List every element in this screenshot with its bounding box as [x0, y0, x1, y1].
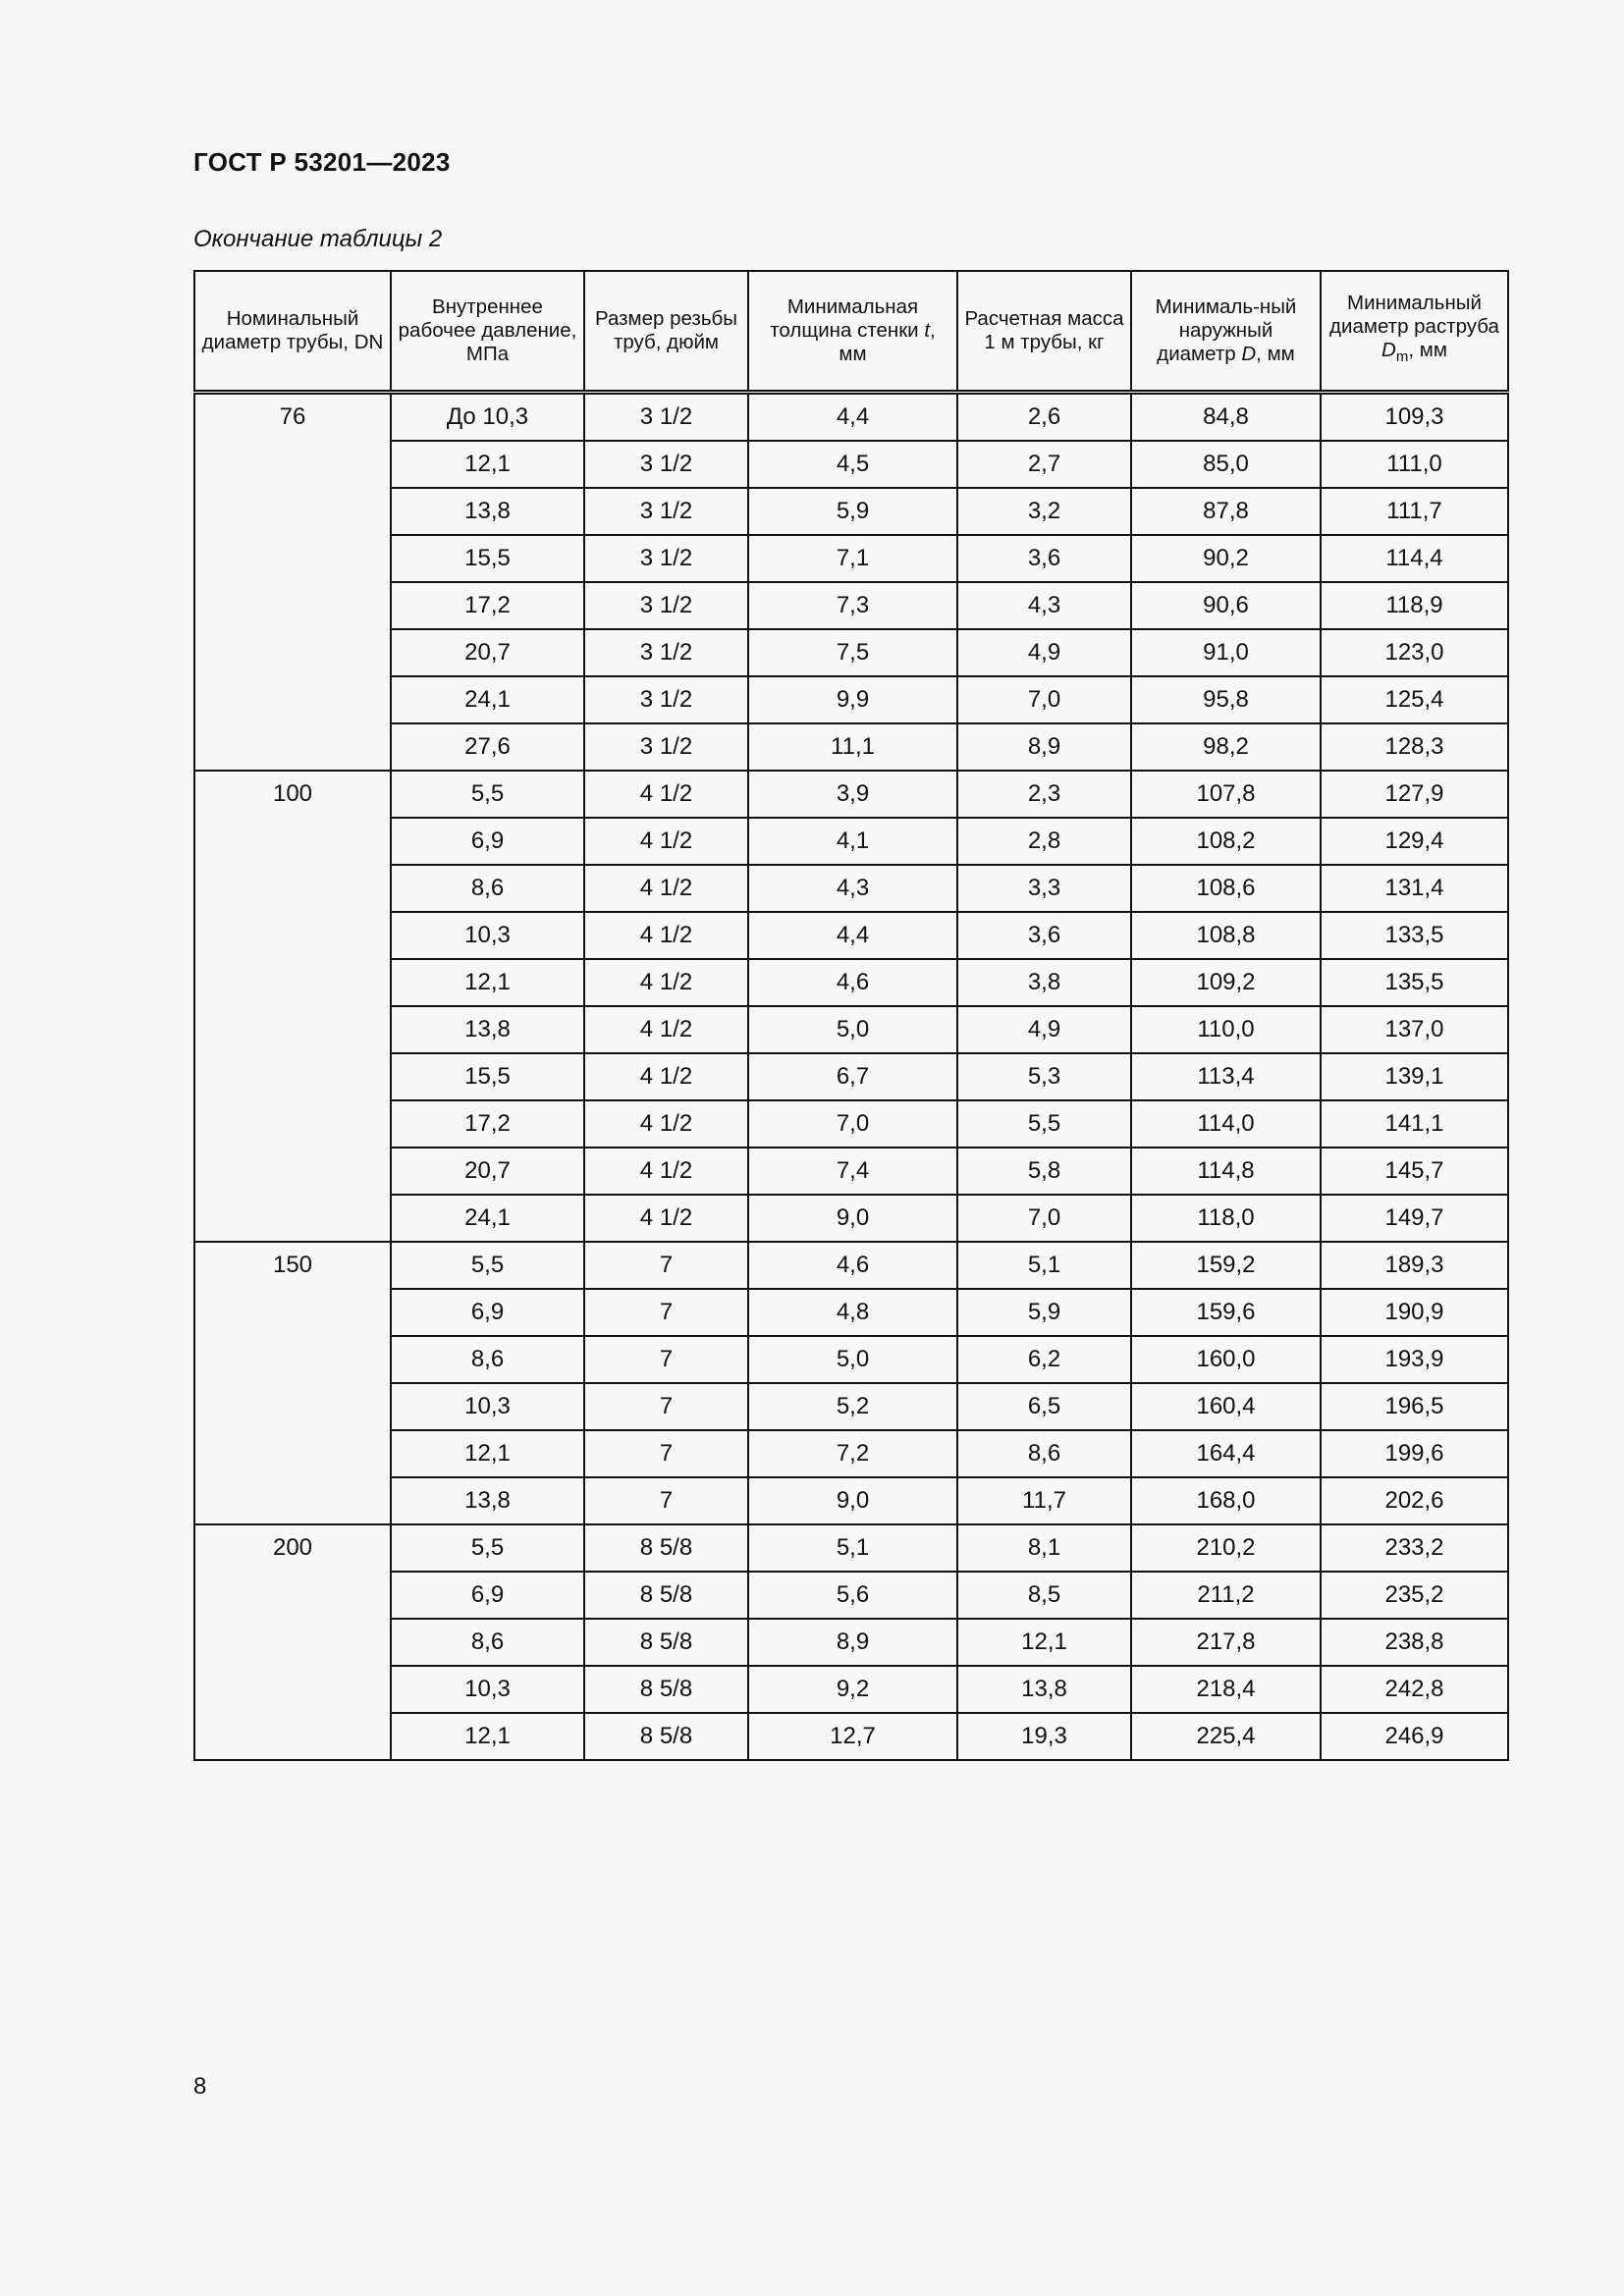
mass-cell: 3,8 — [957, 959, 1131, 1006]
outer-diameter-cell: 114,8 — [1131, 1148, 1321, 1195]
wall-thickness-cell: 5,2 — [748, 1383, 957, 1430]
mass-cell: 3,6 — [957, 912, 1131, 959]
table-row — [194, 1666, 1508, 1713]
outer-diameter-cell: 168,0 — [1131, 1477, 1321, 1524]
wall-thickness-cell: 12,7 — [748, 1713, 957, 1760]
socket-diameter-cell: 141,1 — [1321, 1100, 1508, 1148]
thread-cell: 7 — [584, 1477, 748, 1524]
pressure-cell: 10,3 — [391, 912, 584, 959]
wall-thickness-cell: 4,3 — [748, 865, 957, 912]
pressure-cell: 5,5 — [391, 1242, 584, 1289]
pressure-cell: 20,7 — [391, 629, 584, 676]
thread-cell: 8 5/8 — [584, 1619, 748, 1666]
pressure-cell: 10,3 — [391, 1666, 584, 1713]
mass-cell: 3,2 — [957, 488, 1131, 535]
header-outer-symbol: D — [1241, 343, 1257, 365]
header-socket-symbol: D — [1381, 339, 1396, 362]
mass-cell: 19,3 — [957, 1713, 1131, 1760]
outer-diameter-cell: 95,8 — [1131, 676, 1321, 723]
table-row — [194, 771, 1508, 818]
outer-diameter-cell: 107,8 — [1131, 771, 1321, 818]
socket-diameter-cell: 189,3 — [1321, 1242, 1508, 1289]
thread-cell: 4 1/2 — [584, 1053, 748, 1100]
mass-cell: 5,9 — [957, 1289, 1131, 1336]
pressure-cell: 13,8 — [391, 488, 584, 535]
outer-diameter-cell: 108,2 — [1131, 818, 1321, 865]
thread-cell: 4 1/2 — [584, 1195, 748, 1242]
wall-thickness-cell: 4,5 — [748, 441, 957, 488]
thread-cell: 3 1/2 — [584, 582, 748, 629]
socket-diameter-cell: 235,2 — [1321, 1572, 1508, 1619]
nominal-diameter-cell: 150 — [194, 1242, 391, 1524]
socket-diameter-cell: 133,5 — [1321, 912, 1508, 959]
table-row — [194, 912, 1508, 959]
pressure-cell: 5,5 — [391, 1524, 584, 1572]
thread-cell: 8 5/8 — [584, 1572, 748, 1619]
wall-thickness-cell: 4,4 — [748, 393, 957, 442]
thread-cell: 4 1/2 — [584, 865, 748, 912]
socket-diameter-cell: 145,7 — [1321, 1148, 1508, 1195]
outer-diameter-cell: 160,4 — [1131, 1383, 1321, 1430]
header-wall-unit: , мм — [839, 319, 936, 365]
table-row — [194, 1524, 1508, 1572]
mass-cell: 6,2 — [957, 1336, 1131, 1383]
pressure-cell: 20,7 — [391, 1148, 584, 1195]
wall-thickness-cell: 5,0 — [748, 1336, 957, 1383]
pressure-cell: 15,5 — [391, 1053, 584, 1100]
wall-thickness-cell: 11,1 — [748, 723, 957, 771]
pressure-cell: 12,1 — [391, 1713, 584, 1760]
wall-thickness-cell: 7,5 — [748, 629, 957, 676]
table-row — [194, 1713, 1508, 1760]
table-row — [194, 723, 1508, 771]
thread-cell: 4 1/2 — [584, 1100, 748, 1148]
pressure-cell: 12,1 — [391, 441, 584, 488]
thread-cell: 7 — [584, 1430, 748, 1477]
thread-cell: 8 5/8 — [584, 1713, 748, 1760]
socket-diameter-cell: 127,9 — [1321, 771, 1508, 818]
mass-cell: 3,3 — [957, 865, 1131, 912]
pressure-cell: 6,9 — [391, 1289, 584, 1336]
mass-cell: 7,0 — [957, 676, 1131, 723]
socket-diameter-cell: 125,4 — [1321, 676, 1508, 723]
outer-diameter-cell: 90,6 — [1131, 582, 1321, 629]
socket-diameter-cell: 135,5 — [1321, 959, 1508, 1006]
mass-cell: 2,7 — [957, 441, 1131, 488]
mass-cell: 8,5 — [957, 1572, 1131, 1619]
wall-thickness-cell: 5,6 — [748, 1572, 957, 1619]
nominal-diameter-cell: 100 — [194, 771, 391, 1242]
outer-diameter-cell: 210,2 — [1131, 1524, 1321, 1572]
thread-cell: 8 5/8 — [584, 1524, 748, 1572]
wall-thickness-cell: 9,0 — [748, 1195, 957, 1242]
socket-diameter-cell: 111,7 — [1321, 488, 1508, 535]
outer-diameter-cell: 85,0 — [1131, 441, 1321, 488]
mass-cell: 11,7 — [957, 1477, 1131, 1524]
thread-cell: 4 1/2 — [584, 1006, 748, 1053]
thread-cell: 3 1/2 — [584, 535, 748, 582]
pressure-cell: 17,2 — [391, 582, 584, 629]
mass-cell: 6,5 — [957, 1383, 1131, 1430]
header-outer-unit: , мм — [1256, 343, 1295, 365]
outer-diameter-cell: 159,6 — [1131, 1289, 1321, 1336]
wall-thickness-cell: 4,1 — [748, 818, 957, 865]
outer-diameter-cell: 159,2 — [1131, 1242, 1321, 1289]
document-code: ГОСТ Р 53201—2023 — [193, 147, 451, 177]
table-row — [194, 676, 1508, 723]
table-row — [194, 865, 1508, 912]
thread-cell: 4 1/2 — [584, 818, 748, 865]
mass-cell: 5,3 — [957, 1053, 1131, 1100]
thread-cell: 3 1/2 — [584, 488, 748, 535]
mass-cell: 8,6 — [957, 1430, 1131, 1477]
mass-cell: 8,1 — [957, 1524, 1131, 1572]
socket-diameter-cell: 111,0 — [1321, 441, 1508, 488]
mass-cell: 4,3 — [957, 582, 1131, 629]
socket-diameter-cell: 202,6 — [1321, 1477, 1508, 1524]
mass-cell: 2,3 — [957, 771, 1131, 818]
wall-thickness-cell: 4,4 — [748, 912, 957, 959]
outer-diameter-cell: 225,4 — [1131, 1713, 1321, 1760]
mass-cell: 3,6 — [957, 535, 1131, 582]
mass-cell: 2,8 — [957, 818, 1131, 865]
table-row — [194, 1006, 1508, 1053]
wall-thickness-cell: 5,9 — [748, 488, 957, 535]
socket-diameter-cell: 233,2 — [1321, 1524, 1508, 1572]
pressure-cell: 6,9 — [391, 818, 584, 865]
table-row — [194, 1336, 1508, 1383]
header-outer-diameter — [1131, 271, 1321, 393]
socket-diameter-cell: 190,9 — [1321, 1289, 1508, 1336]
outer-diameter-cell: 114,0 — [1131, 1100, 1321, 1148]
wall-thickness-cell: 7,2 — [748, 1430, 957, 1477]
thread-cell: 3 1/2 — [584, 676, 748, 723]
table-row — [194, 818, 1508, 865]
socket-diameter-cell: 109,3 — [1321, 393, 1508, 442]
pipe-dimensions-table — [193, 270, 1509, 1761]
pressure-cell: 12,1 — [391, 1430, 584, 1477]
table-row — [194, 535, 1508, 582]
table-row — [194, 1053, 1508, 1100]
wall-thickness-cell: 5,1 — [748, 1524, 957, 1572]
outer-diameter-cell: 160,0 — [1131, 1336, 1321, 1383]
outer-diameter-cell: 218,4 — [1131, 1666, 1321, 1713]
socket-diameter-cell: 193,9 — [1321, 1336, 1508, 1383]
outer-diameter-cell: 91,0 — [1131, 629, 1321, 676]
page-number: 8 — [193, 2073, 207, 2100]
outer-diameter-cell: 108,8 — [1131, 912, 1321, 959]
header-socket-text: Минимальный диаметр раструба — [1329, 292, 1499, 339]
wall-thickness-cell: 4,8 — [748, 1289, 957, 1336]
outer-diameter-cell: 108,6 — [1131, 865, 1321, 912]
socket-diameter-cell: 131,4 — [1321, 865, 1508, 912]
thread-cell: 4 1/2 — [584, 771, 748, 818]
mass-cell: 7,0 — [957, 1195, 1131, 1242]
wall-thickness-cell: 3,9 — [748, 771, 957, 818]
pressure-cell: 13,8 — [391, 1006, 584, 1053]
thread-cell: 4 1/2 — [584, 959, 748, 1006]
thread-cell: 7 — [584, 1383, 748, 1430]
header-nominal-diameter: Номинальный диаметр трубы, DN — [194, 271, 391, 393]
wall-thickness-cell: 8,9 — [748, 1619, 957, 1666]
pressure-cell: 17,2 — [391, 1100, 584, 1148]
header-socket-diameter — [1321, 271, 1508, 393]
table-row — [194, 1289, 1508, 1336]
table-row — [194, 1242, 1508, 1289]
socket-diameter-cell: 114,4 — [1321, 535, 1508, 582]
wall-thickness-cell: 9,0 — [748, 1477, 957, 1524]
mass-cell: 5,5 — [957, 1100, 1131, 1148]
socket-diameter-cell: 118,9 — [1321, 582, 1508, 629]
table-row — [194, 1383, 1508, 1430]
table-row — [194, 488, 1508, 535]
pressure-cell: 8,6 — [391, 865, 584, 912]
pressure-cell: 6,9 — [391, 1572, 584, 1619]
socket-diameter-cell: 238,8 — [1321, 1619, 1508, 1666]
table-row — [194, 582, 1508, 629]
mass-cell: 5,1 — [957, 1242, 1131, 1289]
thread-cell: 8 5/8 — [584, 1666, 748, 1713]
table-row — [194, 1477, 1508, 1524]
pressure-cell: 27,6 — [391, 723, 584, 771]
socket-diameter-cell: 123,0 — [1321, 629, 1508, 676]
socket-diameter-cell: 196,5 — [1321, 1383, 1508, 1430]
mass-cell: 12,1 — [957, 1619, 1131, 1666]
outer-diameter-cell: 109,2 — [1131, 959, 1321, 1006]
pressure-cell: До 10,3 — [391, 393, 584, 442]
mass-cell: 4,9 — [957, 1006, 1131, 1053]
pressure-cell: 24,1 — [391, 1195, 584, 1242]
table-row — [194, 441, 1508, 488]
wall-thickness-cell: 4,6 — [748, 1242, 957, 1289]
pressure-cell: 12,1 — [391, 959, 584, 1006]
header-working-pressure: Внутреннее рабочее давление, МПа — [391, 271, 584, 393]
thread-cell: 3 1/2 — [584, 723, 748, 771]
wall-thickness-cell: 7,4 — [748, 1148, 957, 1195]
socket-diameter-cell: 199,6 — [1321, 1430, 1508, 1477]
outer-diameter-cell: 90,2 — [1131, 535, 1321, 582]
socket-diameter-cell: 128,3 — [1321, 723, 1508, 771]
nominal-diameter-cell: 200 — [194, 1524, 391, 1760]
thread-cell: 3 1/2 — [584, 393, 748, 442]
mass-cell: 8,9 — [957, 723, 1131, 771]
table-row — [194, 393, 1508, 442]
table-caption: Окончание таблицы 2 — [193, 226, 443, 252]
outer-diameter-cell: 211,2 — [1131, 1572, 1321, 1619]
header-thread-size: Размер резьбы труб, дюйм — [584, 271, 748, 393]
table-row — [194, 959, 1508, 1006]
pressure-cell: 5,5 — [391, 771, 584, 818]
socket-diameter-cell: 139,1 — [1321, 1053, 1508, 1100]
socket-diameter-cell: 246,9 — [1321, 1713, 1508, 1760]
outer-diameter-cell: 84,8 — [1131, 393, 1321, 442]
outer-diameter-cell: 217,8 — [1131, 1619, 1321, 1666]
socket-diameter-cell: 137,0 — [1321, 1006, 1508, 1053]
outer-diameter-cell: 110,0 — [1131, 1006, 1321, 1053]
outer-diameter-cell: 164,4 — [1131, 1430, 1321, 1477]
pressure-cell: 8,6 — [391, 1619, 584, 1666]
outer-diameter-cell: 113,4 — [1131, 1053, 1321, 1100]
wall-thickness-cell: 4,6 — [748, 959, 957, 1006]
header-mass: Расчетная масса 1 м трубы, кг — [957, 271, 1131, 393]
table-row — [194, 1195, 1508, 1242]
socket-diameter-cell: 242,8 — [1321, 1666, 1508, 1713]
pressure-cell: 13,8 — [391, 1477, 584, 1524]
header-wall-text: Минимальная толщина стенки — [770, 295, 925, 342]
pressure-cell: 15,5 — [391, 535, 584, 582]
pressure-cell: 10,3 — [391, 1383, 584, 1430]
table-body — [194, 393, 1508, 1761]
table-row — [194, 1619, 1508, 1666]
table-row — [194, 1430, 1508, 1477]
thread-cell: 4 1/2 — [584, 1148, 748, 1195]
outer-diameter-cell: 87,8 — [1131, 488, 1321, 535]
wall-thickness-cell: 7,0 — [748, 1100, 957, 1148]
header-wall-symbol: t — [924, 319, 931, 342]
thread-cell: 3 1/2 — [584, 441, 748, 488]
mass-cell: 4,9 — [957, 629, 1131, 676]
wall-thickness-cell: 5,0 — [748, 1006, 957, 1053]
mass-cell: 2,6 — [957, 393, 1131, 442]
header-outer-text: Минималь-ный наружный диаметр — [1155, 295, 1297, 365]
thread-cell: 7 — [584, 1242, 748, 1289]
mass-cell: 5,8 — [957, 1148, 1131, 1195]
thread-cell: 7 — [584, 1336, 748, 1383]
socket-diameter-cell: 149,7 — [1321, 1195, 1508, 1242]
thread-cell: 4 1/2 — [584, 912, 748, 959]
socket-diameter-cell: 129,4 — [1321, 818, 1508, 865]
table-row — [194, 629, 1508, 676]
thread-cell: 3 1/2 — [584, 629, 748, 676]
mass-cell: 13,8 — [957, 1666, 1131, 1713]
pressure-cell: 8,6 — [391, 1336, 584, 1383]
outer-diameter-cell: 118,0 — [1131, 1195, 1321, 1242]
outer-diameter-cell: 98,2 — [1131, 723, 1321, 771]
table-row — [194, 1572, 1508, 1619]
header-row — [194, 271, 1508, 393]
wall-thickness-cell: 7,3 — [748, 582, 957, 629]
wall-thickness-cell: 7,1 — [748, 535, 957, 582]
header-socket-subscript: m — [1395, 348, 1409, 366]
wall-thickness-cell: 6,7 — [748, 1053, 957, 1100]
table-row — [194, 1148, 1508, 1195]
nominal-diameter-cell: 76 — [194, 393, 391, 772]
table-header — [194, 271, 1508, 393]
wall-thickness-cell: 9,9 — [748, 676, 957, 723]
header-socket-unit: , мм — [1408, 339, 1447, 362]
table-row — [194, 1100, 1508, 1148]
pressure-cell: 24,1 — [391, 676, 584, 723]
header-wall-thickness — [748, 271, 957, 393]
thread-cell: 7 — [584, 1289, 748, 1336]
wall-thickness-cell: 9,2 — [748, 1666, 957, 1713]
